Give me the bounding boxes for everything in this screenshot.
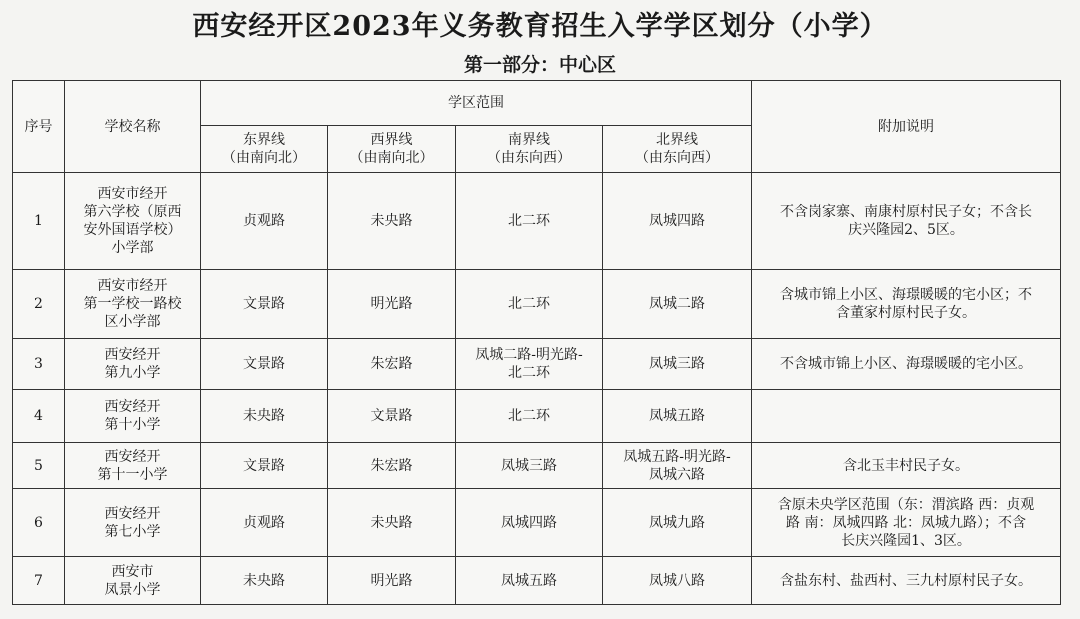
cell-school: 西安经开 第十小学: [65, 390, 201, 443]
cell-north: 凤城四路: [603, 173, 752, 270]
cell-south: 凤城五路: [456, 557, 603, 605]
cell-school: 西安经开 第七小学: [65, 489, 201, 557]
header-note: 附加说明: [752, 81, 1061, 173]
cell-school: 西安市 凤景小学: [65, 557, 201, 605]
cell-east: 文景路: [201, 270, 328, 339]
cell-seq: 3: [13, 339, 65, 390]
cell-note: 含原未央学区范围（东：渭滨路 西：贞观 路 南：凤城四路 北：凤城九路）；不含 长庆兴隆园1、3区。: [752, 489, 1061, 557]
cell-note: 含盐东村、盐西村、三九村原村民子女。: [752, 557, 1061, 605]
cell-north: 凤城五路: [603, 390, 752, 443]
cell-south: 北二环: [456, 173, 603, 270]
header-north: 北界线 （由东向西）: [603, 126, 752, 173]
cell-east: 贞观路: [201, 173, 328, 270]
cell-school: 西安经开 第九小学: [65, 339, 201, 390]
cell-west: 未央路: [328, 489, 456, 557]
cell-south: 北二环: [456, 270, 603, 339]
cell-north: 凤城三路: [603, 339, 752, 390]
cell-south: 凤城二路-明光路- 北二环: [456, 339, 603, 390]
table-row: [13, 390, 1061, 443]
cell-west: 朱宏路: [328, 443, 456, 489]
cell-seq: 5: [13, 443, 65, 489]
page-title: 西安经开区2023年义务教育招生入学学区划分（小学）: [192, 11, 888, 42]
cell-school: 西安市经开 第六学校（原西 安外国语学校） 小学部: [65, 173, 201, 270]
cell-seq: 7: [13, 557, 65, 605]
cell-west: 文景路: [328, 390, 456, 443]
cell-note: 含北玉丰村民子女。: [752, 443, 1061, 489]
cell-north: 凤城五路-明光路- 凤城六路: [603, 443, 752, 489]
cell-west: 朱宏路: [328, 339, 456, 390]
cell-west: 明光路: [328, 270, 456, 339]
table-row: [13, 489, 1061, 557]
cell-note: [752, 390, 1061, 443]
cell-note: 不含城市锦上小区、海璟暖暖的宅小区。: [752, 339, 1061, 390]
cell-west: 明光路: [328, 557, 456, 605]
cell-note: 含城市锦上小区、海璟暖暖的宅小区；不 含董家村原村民子女。: [752, 270, 1061, 339]
cell-note: 不含岗家寨、南康村原村民子女；不含长 庆兴隆园2、5区。: [752, 173, 1061, 270]
cell-north: 凤城二路: [603, 270, 752, 339]
header-east: 东界线 （由南向北）: [201, 126, 328, 173]
header-seq: 序号: [13, 81, 65, 173]
cell-seq: 2: [13, 270, 65, 339]
table-body: [13, 173, 1061, 605]
cell-seq: 6: [13, 489, 65, 557]
cell-east: 文景路: [201, 443, 328, 489]
cell-north: 凤城九路: [603, 489, 752, 557]
cell-east: 文景路: [201, 339, 328, 390]
table-row: [13, 443, 1061, 489]
cell-east: 未央路: [201, 557, 328, 605]
table-row: [13, 339, 1061, 390]
cell-seq: 1: [13, 173, 65, 270]
cell-school: 西安经开 第十一小学: [65, 443, 201, 489]
header-school: 学校名称: [65, 81, 201, 173]
header-south: 南界线 （由东向西）: [456, 126, 603, 173]
header-range: 学区范围: [201, 81, 752, 126]
header-west: 西界线 （由南向北）: [328, 126, 456, 173]
table-row: [13, 557, 1061, 605]
table-row: [13, 173, 1061, 270]
cell-south: 凤城四路: [456, 489, 603, 557]
cell-east: 未央路: [201, 390, 328, 443]
district-table: [12, 80, 1061, 605]
cell-north: 凤城八路: [603, 557, 752, 605]
cell-south: 北二环: [456, 390, 603, 443]
cell-east: 贞观路: [201, 489, 328, 557]
table-row: [13, 270, 1061, 339]
page-subtitle: 第一部分：中心区: [463, 54, 616, 76]
cell-south: 凤城三路: [456, 443, 603, 489]
cell-seq: 4: [13, 390, 65, 443]
cell-school: 西安市经开 第一学校一路校 区小学部: [65, 270, 201, 339]
cell-west: 未央路: [328, 173, 456, 270]
